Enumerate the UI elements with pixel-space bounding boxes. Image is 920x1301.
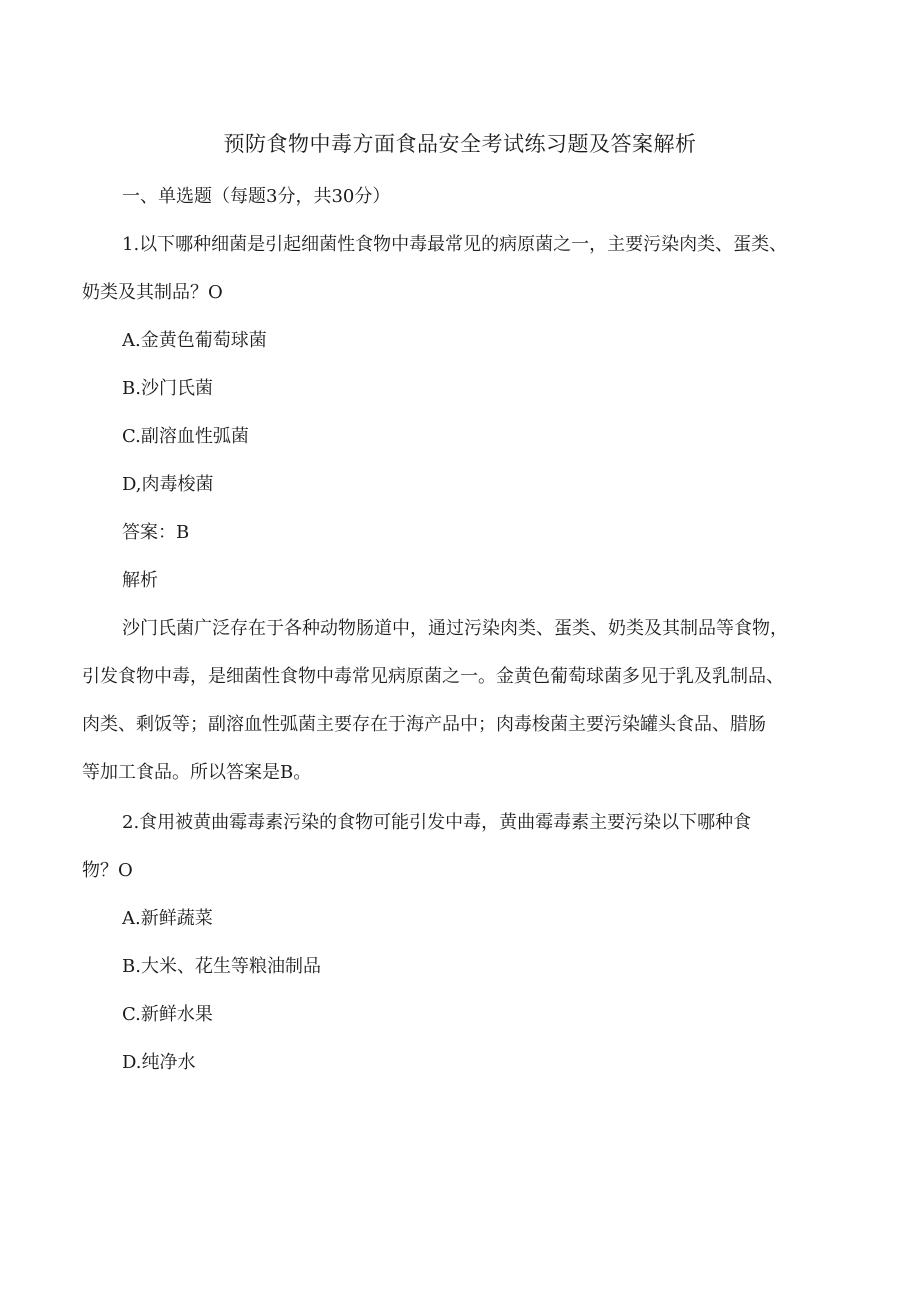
document-title: 预防食物中毒方面食品安全考试练习题及答案解析 [223,132,697,156]
section-heading: 一、单选题（每题3分，共30分） [122,186,391,207]
question-1-answer: 答案：B [122,522,190,543]
question-2-stem-line-1: 2.食用被黄曲霉毒素污染的食物可能引发中毒，黄曲霉毒素主要污染以下哪种食 [122,812,752,833]
question-1-option-b: B.沙门氏菌 [122,378,213,399]
question-1-option-c: C.副溶血性弧菌 [122,426,249,447]
question-2-option-b: B.大米、花生等粮油制品 [122,956,321,977]
question-2-option-c: C.新鲜水果 [122,1004,213,1025]
question-2-option-d: D.纯净水 [122,1052,196,1073]
question-2-stem-line-2: 物？O [82,860,133,881]
question-1-analysis-label: 解析 [122,570,158,591]
question-1-option-a: A.金黄色葡萄球菌 [122,330,267,351]
question-2-option-a: A.新鲜蔬菜 [122,908,213,929]
question-1-analysis-line-1: 沙门氏菌广泛存在于各种动物肠道中，通过污染肉类、蛋类、奶类及其制品等食物， [122,618,788,639]
question-1-analysis-line-2: 引发食物中毒，是细菌性食物中毒常见病原菌之一。金黄色葡萄球菌多见于乳及乳制品、 [82,666,784,687]
question-1-analysis-line-4: 等加工食品。所以答案是B。 [82,762,312,783]
question-1-stem-line-2: 奶类及其制品？O [82,282,223,303]
question-1-option-d: D,肉毒梭菌 [122,474,214,495]
question-1-stem-line-1: 1.以下哪种细菌是引起细菌性食物中毒最常见的病原菌之一，主要污染肉类、蛋类、 [122,234,788,255]
question-1-analysis-line-3: 肉类、剩饭等；副溶血性弧菌主要存在于海产品中；肉毒梭菌主要污染罐头食品、腊肠 [82,714,766,735]
